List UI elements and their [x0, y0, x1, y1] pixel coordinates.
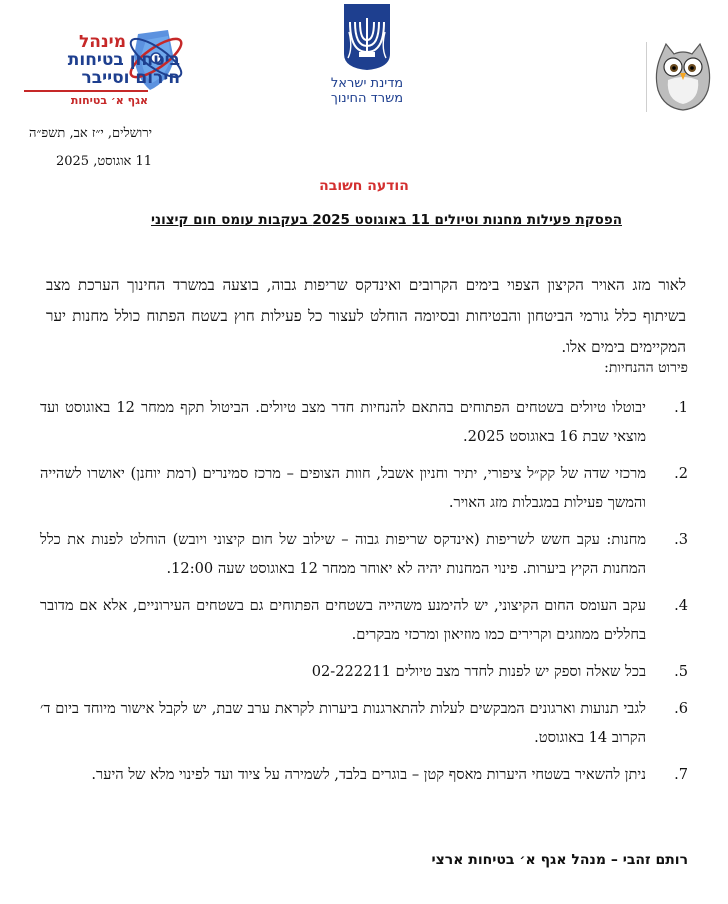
list-item	[40, 760, 688, 789]
safety-administration-logo	[18, 26, 188, 114]
instructions-list	[40, 393, 688, 789]
list-item-number: 7.	[674, 766, 688, 783]
list-item-number: 5.	[674, 663, 688, 680]
header-divider	[646, 42, 647, 112]
list-item	[40, 694, 688, 752]
list-item	[40, 459, 688, 517]
list-item-number: 6.	[674, 700, 688, 717]
gregorian-date: 11 אוגוסט, 2025	[55, 154, 152, 169]
hebrew-date: ירושלים, י״ז אב, תשפ״ה	[29, 126, 152, 141]
state-emblem	[322, 2, 412, 114]
list-item-number: 2.	[674, 465, 688, 482]
list-item	[40, 657, 688, 686]
logo-line-emergency: חירום וסייבר	[81, 68, 180, 88]
list-item	[40, 393, 688, 451]
logo-line-department: אגף א׳ בטיחות	[70, 94, 148, 107]
notice-label: הודעה חשובה	[319, 178, 409, 194]
list-item-text: בכל שאלה וספק יש לפנות לחדר מצב טיולים 02-222211	[311, 663, 646, 680]
list-item-text: מחנות: עקב חשש לשריפות (אינדקס שריפות גבוה – שילוב של חום קיצוני ויובש) הוחלט לפנות את כלל המחנות הקיץ ביערות. פינוי המחנות יהיה לא יאוחר ממחר 12 באוגוסט שעה 12:00.	[40, 531, 646, 577]
logo-line-administration: מינהל	[79, 32, 126, 52]
menorah-emblem-icon	[341, 2, 393, 72]
list-item-text: עקב העומס החום הקיצוני, יש להימנע משהייה בשטחים הפתוחים גם בשטחים העירוניים, אלא אם מדובר בחללים ממוזגים וקרירים כמו מוזיאון ומרכזי מבקרים.	[40, 597, 646, 643]
owl-icon	[652, 40, 714, 112]
list-item-text: לגבי תנועות וארגונים המבקשים לעלות להתארגנות ביערות לקראת ערב שבת, יש לקבל אישור מיוחד ביום ד׳ הקרוב 14 באוגוסט.	[40, 700, 646, 746]
document-headline: הפסקת פעילות מחנות וטיולים 11 באוגוסט 2025 בעקבות עומס חום קיצוני	[150, 212, 622, 228]
intro-paragraph: לאור מזג האויר הקיצון הצפוי בימים הקרובים ואינדקס שריפות גבוה, בוצעה במשרד החינוך הערכת מצב בשיתוף כלל גורמי הביטחון והבטיחות ובסיומה הוחלט לעצור כל פעילות חוץ בשטח הפתוח כולל מחנות יער המקיימים בימים אלו.	[46, 276, 686, 356]
list-item-number: 4.	[674, 597, 688, 614]
list-item	[40, 525, 688, 583]
list-item-text: מרכזי שדה של קק״ל ציפורי, יתיר וחניון אשבל, חוות הצופים – מרכז סמינרים (רמת יוחנן) יאושרו לשהייה והמשך פעילות במגבלות מזג האויר.	[40, 465, 646, 511]
logo-divider	[24, 90, 148, 92]
logo-line-security: ביטחון בטיחות	[67, 50, 180, 70]
instructions-title: פירוט ההנחיות:	[604, 360, 688, 376]
list-item-number: 3.	[674, 531, 688, 548]
list-item	[40, 591, 688, 649]
list-item-text: יבוטלו טיולים בשטחים הפתוחים בהתאם להנחיות חדר מצב טיולים. הביטול תקף ממחר 12 באוגוסט ועד מוצאי שבת 16 באוגוסט 2025.	[40, 399, 646, 445]
list-item-text: ניתן להשאיר בשטחי היערות מאסף קטן – בוגרים בלבד, לשמירה על ציוד ועד לפינוי מלא של היער.	[91, 766, 646, 783]
state-name: מדינת ישראל	[330, 76, 404, 91]
list-item-number: 1.	[674, 399, 688, 416]
ministry-name: משרד החינוך	[330, 91, 404, 106]
signature: רותם זהבי – מנהל אגף א׳ בטיחות ארצי	[431, 852, 688, 868]
owl-mascot	[652, 40, 714, 112]
